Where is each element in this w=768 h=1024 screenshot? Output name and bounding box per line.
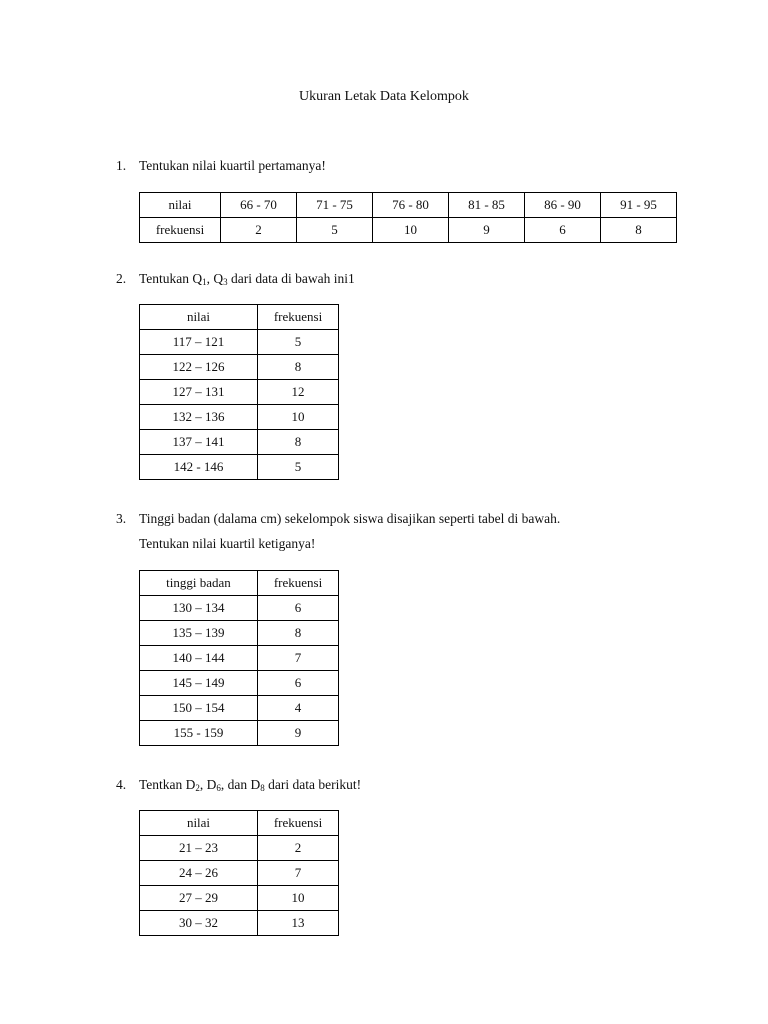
- table-cell: 5: [258, 330, 339, 355]
- table-cell: 21 – 23: [140, 836, 258, 861]
- table-cell: 10: [373, 218, 449, 243]
- table-cell: 117 – 121: [140, 330, 258, 355]
- table-row: [140, 455, 339, 480]
- question-number: 2.: [116, 271, 127, 286]
- table-cell: 137 – 141: [140, 430, 258, 455]
- table-cell: 2: [221, 218, 297, 243]
- frequency-table-1: [139, 192, 677, 243]
- table-cell: 130 – 134: [140, 596, 258, 621]
- table-cell: 7: [258, 646, 339, 671]
- table-row: [140, 671, 339, 696]
- column-header: tinggi badan: [140, 571, 258, 596]
- page-title: Ukuran Letak Data Kelompok: [299, 89, 469, 104]
- table-cell: 8: [258, 621, 339, 646]
- question-text: dari data berikut!: [264, 777, 362, 792]
- column-header: nilai: [140, 811, 258, 836]
- table-cell: 150 – 154: [140, 696, 258, 721]
- table-row: [140, 430, 339, 455]
- question-text: dari data di bawah ini1: [227, 271, 355, 286]
- table-row: [140, 330, 339, 355]
- frequency-table-2: [139, 304, 339, 480]
- table-cell: 8: [601, 218, 677, 243]
- table-cell: 2: [258, 836, 339, 861]
- table-row: [140, 861, 339, 886]
- subscript: 6: [216, 783, 221, 793]
- question-number: 1.: [116, 158, 127, 173]
- table-cell: 132 – 136: [140, 405, 258, 430]
- question-text: Tentukan nilai kuartil pertamanya!: [139, 158, 326, 173]
- question-3: [116, 510, 560, 553]
- table-cell: 10: [258, 405, 339, 430]
- table-row: [140, 886, 339, 911]
- row-label: nilai: [140, 193, 221, 218]
- column-header: frekuensi: [258, 571, 339, 596]
- table-cell: 71 - 75: [297, 193, 373, 218]
- table-row: [140, 646, 339, 671]
- table-row: [140, 721, 339, 746]
- table-cell: 12: [258, 380, 339, 405]
- table-header-row: [140, 571, 339, 596]
- table-cell: 76 - 80: [373, 193, 449, 218]
- table-cell: 27 – 29: [140, 886, 258, 911]
- table-cell: 127 – 131: [140, 380, 258, 405]
- table-cell: 13: [258, 911, 339, 936]
- table-row-frekuensi: [140, 218, 677, 243]
- table-cell: 8: [258, 430, 339, 455]
- table-cell: 91 - 95: [601, 193, 677, 218]
- table-cell: 4: [258, 696, 339, 721]
- table-cell: 9: [258, 721, 339, 746]
- table-row: [140, 405, 339, 430]
- table-cell: 140 – 144: [140, 646, 258, 671]
- column-header: frekuensi: [258, 305, 339, 330]
- table-row-nilai: [140, 193, 677, 218]
- question-text: Tentukan nilai kuartil ketiganya!: [139, 536, 316, 551]
- table-cell: 155 - 159: [140, 721, 258, 746]
- table-cell: 24 – 26: [140, 861, 258, 886]
- subscript: 2: [195, 783, 200, 793]
- question-text: Tentkan D: [139, 777, 196, 792]
- table-cell: 8: [258, 355, 339, 380]
- subscript: 3: [223, 277, 228, 287]
- table-row: [140, 596, 339, 621]
- subscript: 8: [260, 783, 265, 793]
- table-row: [140, 355, 339, 380]
- table-row: [140, 621, 339, 646]
- table-cell: 9: [449, 218, 525, 243]
- question-4: [116, 776, 361, 794]
- table-cell: 6: [525, 218, 601, 243]
- table-cell: 6: [258, 596, 339, 621]
- table-row: [140, 836, 339, 861]
- question-1: [116, 157, 326, 175]
- question-text: Tinggi badan (dalama cm) sekelompok siswa disajikan seperti tabel di bawah.: [139, 511, 561, 526]
- subscript: 1: [202, 277, 207, 287]
- question-text: Tentukan Q: [139, 271, 203, 286]
- table-cell: 86 - 90: [525, 193, 601, 218]
- table-cell: 142 - 146: [140, 455, 258, 480]
- table-cell: 66 - 70: [221, 193, 297, 218]
- question-number: 4.: [116, 777, 127, 792]
- table-cell: 10: [258, 886, 339, 911]
- table-cell: 122 – 126: [140, 355, 258, 380]
- frequency-table-4: [139, 810, 339, 936]
- question-number: 3.: [116, 511, 127, 526]
- table-cell: 5: [258, 455, 339, 480]
- table-row: [140, 380, 339, 405]
- table-cell: 81 - 85: [449, 193, 525, 218]
- table-cell: 7: [258, 861, 339, 886]
- table-header-row: [140, 811, 339, 836]
- table-row: [140, 911, 339, 936]
- table-row: [140, 696, 339, 721]
- frequency-table-3: [139, 570, 339, 746]
- table-cell: 6: [258, 671, 339, 696]
- separator: , Q: [206, 271, 224, 286]
- question-2: [116, 270, 355, 288]
- table-cell: 5: [297, 218, 373, 243]
- table-cell: 145 – 149: [140, 671, 258, 696]
- row-label: frekuensi: [140, 218, 221, 243]
- separator: , dan D: [220, 777, 261, 792]
- column-header: frekuensi: [258, 811, 339, 836]
- column-header: nilai: [140, 305, 258, 330]
- table-cell: 30 – 32: [140, 911, 258, 936]
- separator: , D: [199, 777, 217, 792]
- table-cell: 135 – 139: [140, 621, 258, 646]
- table-header-row: [140, 305, 339, 330]
